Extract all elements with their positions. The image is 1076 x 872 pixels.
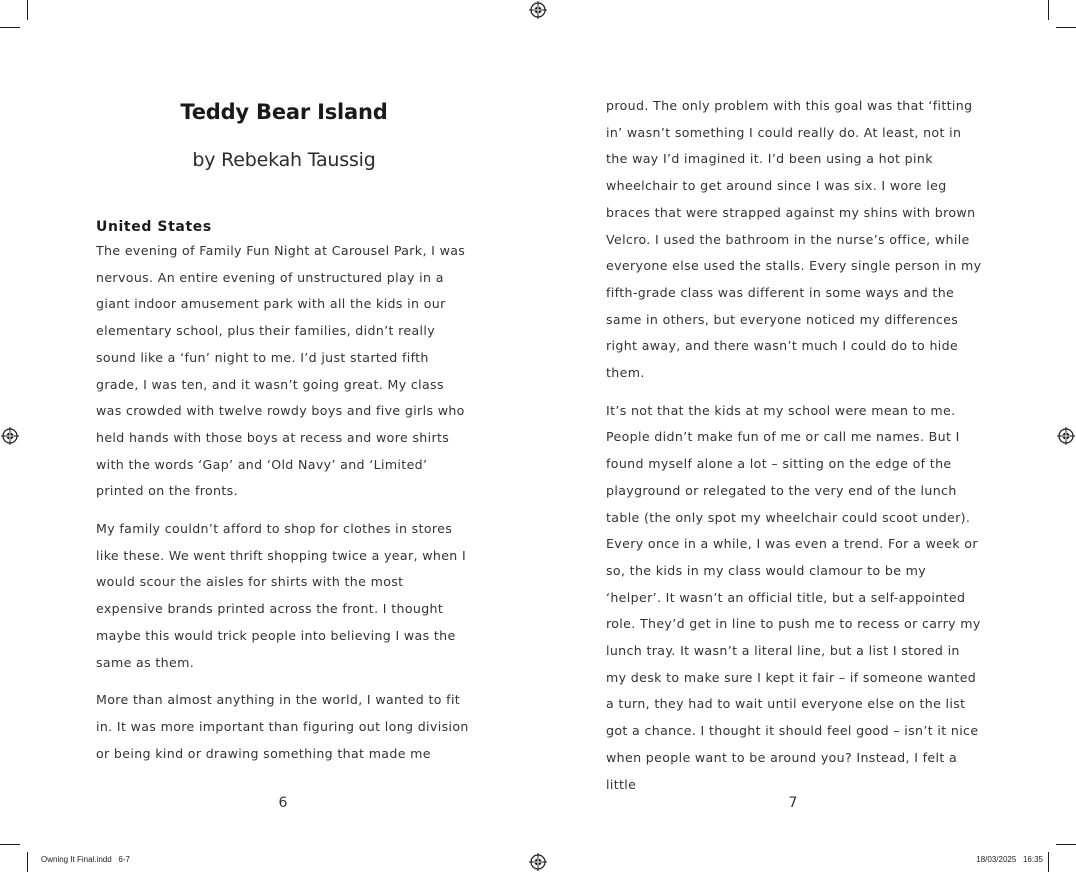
story-title: Teddy Bear Island (180, 100, 388, 124)
paragraph: My family couldn’t afford to shop for clothes in stores like these. We went thrift shopping twice a year, when I would scour the aisles for shirts with the most expensive brands printed across the front. I thought maybe this would trick people into believing I was the same as them. (96, 521, 467, 670)
paragraph: More than almost anything in the world, I wanted to fit in. It was more important than figuring out long division or being kind or drawing something that made me (96, 692, 469, 761)
crop-mark-icon (27, 852, 28, 872)
paragraph: proud. The only problem with this goal was that ‘fitting in’ wasn’t something I could really do. At least, not in the way I’d imagined it. I’d been using a hot pink wheelchair to get around since I was six. I wore leg braces that were strapped against my shins with brown Velcro. I used the bathroom in the nurse’s office, while everyone else used the stalls. Every single person in my fifth-grade class was different in some ways and the same in others, but everyone noticed my differences right away, and there wasn’t much I could do to hide them. (606, 98, 982, 381)
registration-mark-icon (1057, 427, 1075, 445)
crop-mark-icon (1056, 844, 1076, 845)
page-number-right: 7 (788, 795, 798, 811)
country-heading: United States (96, 219, 212, 235)
crop-mark-icon (27, 0, 28, 20)
crop-mark-icon (0, 27, 20, 28)
paragraph: The evening of Family Fun Night at Carousel Park, I was nervous. An entire evening of unstructured play in a giant indoor amusement park with all the kids in our elementary school, plus their families, didn’t really sound like a ‘fun’ night to me. I’d just started fifth grade, I was ten, and it wasn’t going great. My class was crowded with twelve rowdy boys and five girls who held hands with those boys at recess and wore shirts with the words ‘Gap’ and ‘Old Navy’ and ‘Limited’ printed on the fronts. (96, 243, 466, 499)
page-number-left: 6 (278, 795, 288, 811)
registration-mark-icon (529, 1, 547, 19)
right-page (606, 93, 982, 798)
slug-filename: Owning It Final.indd 6-7 (41, 855, 130, 864)
slug-timestamp: 18/03/2025 16:35 (976, 855, 1043, 864)
registration-mark-icon (529, 853, 547, 871)
crop-mark-icon (0, 844, 20, 845)
paragraph: It’s not that the kids at my school were mean to me. People didn’t make fun of me or call me names. But I found myself alone a lot – sitting on the edge of the playground or relegated to the very end of the lunch table (the only spot my wheelchair could scoot under). Every once in a while, I was even a trend. For a week or so, the kids in my class would clamour to be my ‘helper’. It wasn’t an official title, but a self-appointed role. They’d get in line to push me to recess or carry my lunch tray. It wasn’t a literal line, but a list I stored in my desk to make sure I kept it fair – if someone wanted a turn, they had to wait until everyone else on the list got a chance. I thought it should feel good – isn’t it nice when people want to be around you? Instead, I felt a little (606, 402, 981, 792)
crop-mark-icon (1048, 852, 1049, 872)
left-page (96, 96, 472, 767)
registration-mark-icon (1, 427, 19, 445)
author-byline: by Rebekah Taussig (192, 149, 376, 171)
crop-mark-icon (1048, 0, 1049, 20)
crop-mark-icon (1056, 27, 1076, 28)
